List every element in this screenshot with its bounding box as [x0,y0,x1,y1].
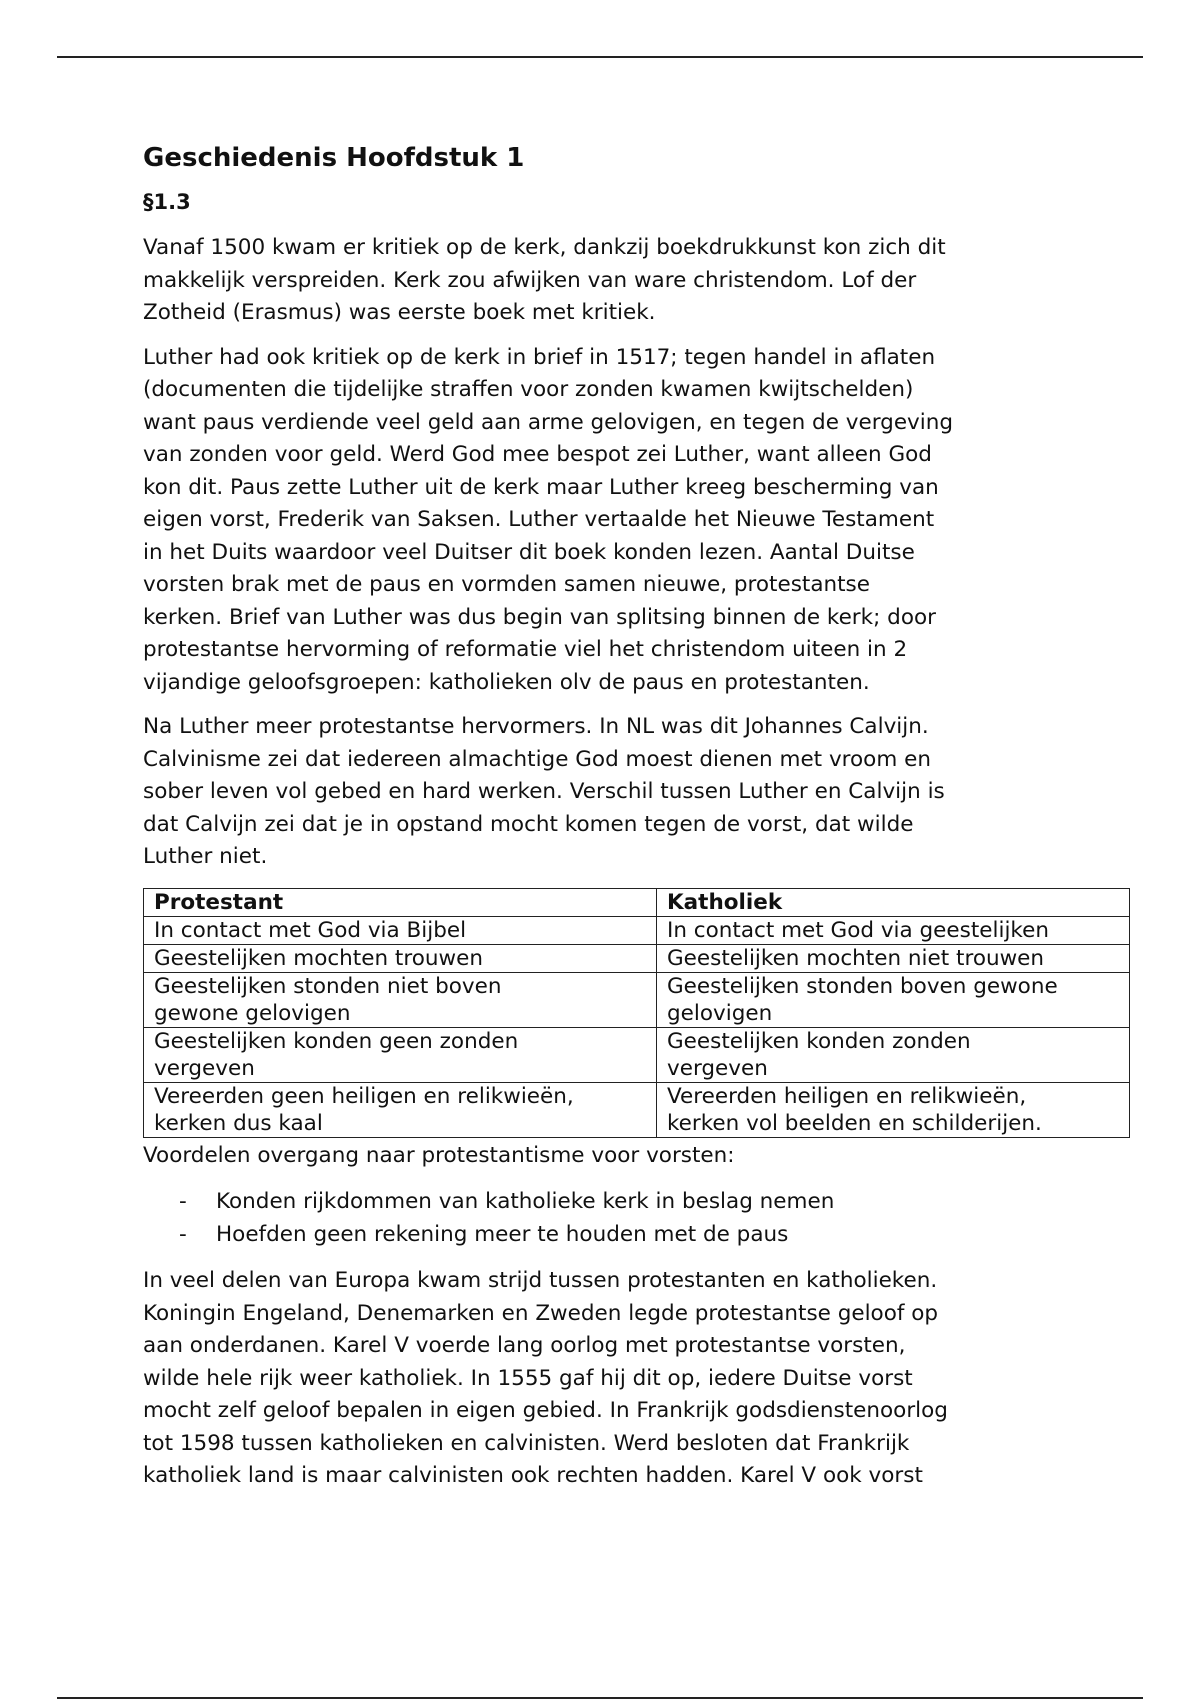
advantages-intro: Voordelen overgang naar protestantisme voor vorsten: [143,1142,735,1168]
document-body [143,140,1133,1493]
column-header-katholiek: Katholiek [657,888,1130,916]
table-row [144,1027,1130,1082]
list-item-text: Hoefden geen rekening meer te houden met de paus [216,1221,789,1247]
table-cell: Vereerden heiligen en relikwieën, kerken vol beelden en schilderijen. [657,1082,1130,1137]
table-cell: In contact met God via Bijbel [144,916,657,944]
paragraph-criticism: Vanaf 1500 kwam er kritiek op de kerk, dankzij boekdrukkunst kon zich dit makkelijk verspreiden. Kerk zou afwijken van ware christendom. Lof der Zotheid (Erasmus) was eerste boek met kritiek. [143,235,946,325]
list-item [143,1186,1133,1219]
list-item [143,1219,1133,1252]
table-cell: In contact met God via geestelijken [657,916,1130,944]
bullet-dash: - [179,1221,187,1247]
page-title: Geschiedenis Hoofdstuk 1 [143,143,525,173]
table-row [144,972,1130,1027]
table-header-row [144,888,1130,916]
paragraph-luther: Luther had ook kritiek op de kerk in brief in 1517; tegen handel in aflaten (documenten die tijdelijke straffen voor zonden kwamen kwijtschelden) want paus verdiende veel geld aan arme gelovigen, en tegen de vergeving van zonden voor geld. Werd God mee bespot zei Luther, want alleen God kon dit. Paus zette Luther uit de kerk maar Luther kreeg bescherming van eigen vorst, Frederik van Saksen. Luther vertaalde het Nieuwe Testament in het Duits waardoor veel Duitser dit boek konden lezen. Aantal Duitse vorsten brak met de paus en vormden samen nieuwe, protestantse kerken. Brief van Luther was dus begin van splitsing binnen de kerk; door protestantse hervorming of reformatie viel het christendom uiteen in 2 vijandige geloofsgroepen: katholieken olv de paus en protestanten. [143,344,954,695]
advantages-list [143,1186,1133,1251]
paragraph-religious-wars: In veel delen van Europa kwam strijd tussen protestanten en katholieken. Koningin Engeland, Denemarken en Zweden legde protestantse geloof op aan onderdanen. Karel V voerde lang oorlog met protestantse vorsten, wilde hele rijk weer katholiek. In 1555 gaf hij dit op, iedere Duitse vorst mocht zelf geloof bepalen in eigen gebied. In Frankrijk godsdienstenoorlog tot 1598 tussen katholieken en calvinisten. Werd besloten dat Frankrijk katholiek land is maar calvinisten ook rechten hadden. Karel V ook vorst [143,1268,948,1488]
table-row [144,1082,1130,1137]
table-cell: Geestelijken stonden boven gewone gelovigen [657,972,1130,1027]
table-cell: Geestelijken konden geen zonden vergeven [144,1027,657,1082]
section-number: §1.3 [143,190,191,214]
table-cell: Geestelijken stonden niet boven gewone gelovigen [144,972,657,1027]
bullet-dash: - [179,1189,187,1214]
table-cell: Geestelijken konden zonden vergeven [657,1027,1130,1082]
table-cell: Geestelijken mochten niet trouwen [657,944,1130,972]
column-header-protestant: Protestant [144,888,657,916]
table-cell: Vereerden geen heiligen en relikwieën, kerken dus kaal [144,1082,657,1137]
paragraph-calvin: Na Luther meer protestantse hervormers. In NL was dit Johannes Calvijn. Calvinisme zei dat iedereen almachtige God moest dienen met vroom en sober leven vol gebed en hard werken. Verschil tussen Luther en Calvijn is dat Calvijn zei dat je in opstand mocht komen tegen de vorst, dat wilde Luther niet. [143,714,945,869]
table-row [144,916,1130,944]
list-item-text: Konden rijkdommen van katholieke kerk in beslag nemen [216,1189,835,1214]
bottom-rule [57,1697,1143,1699]
table-row [144,944,1130,972]
top-rule [57,56,1143,58]
table-cell: Geestelijken mochten trouwen [144,944,657,972]
comparison-table [143,888,1130,1138]
